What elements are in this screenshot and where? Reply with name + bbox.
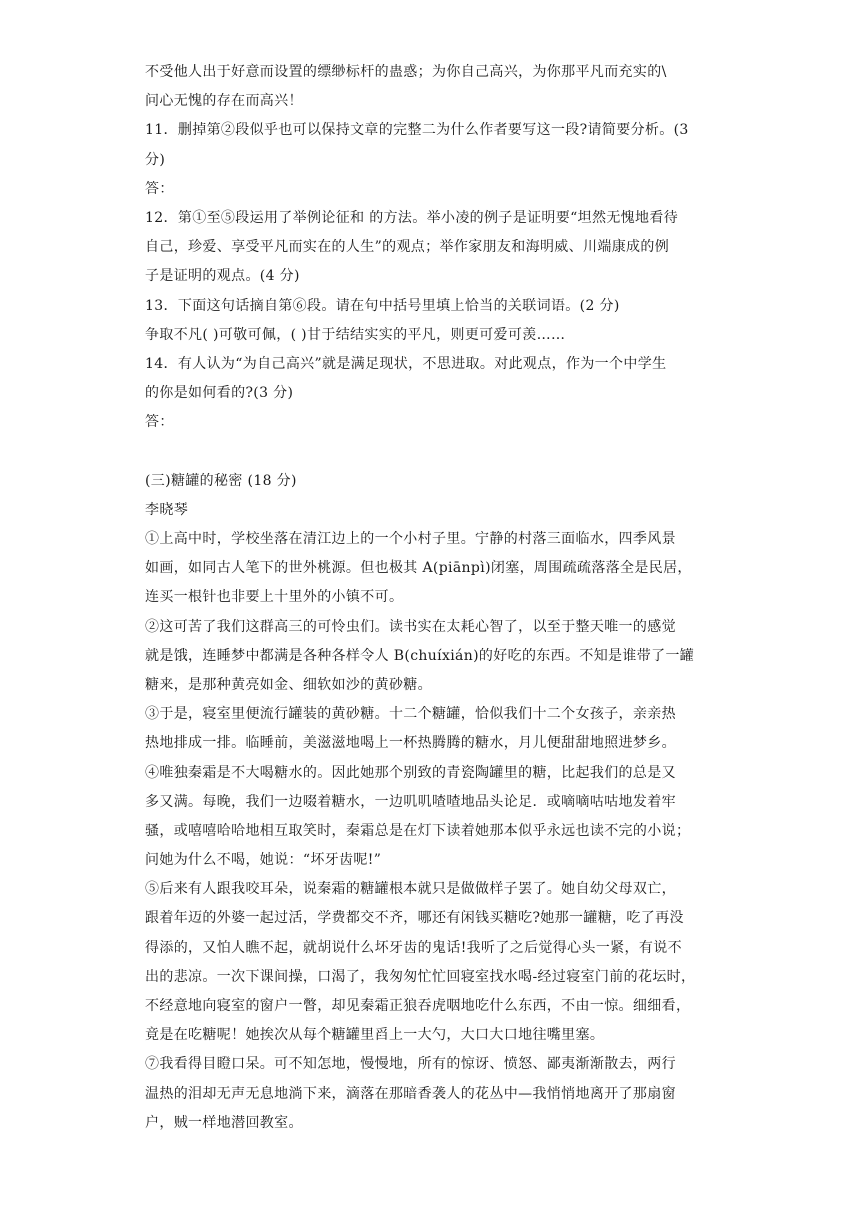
paragraph-line: ⑦我看得目瞪口呆。可不知怎地，慢慢地，所有的惊讶、愤怒、鄙夷渐渐散去，两行 bbox=[145, 1056, 676, 1073]
blank-line bbox=[145, 437, 725, 466]
passage-text-line: 不受他人出于好意而设置的缥缈标杆的蛊惑；为你自己高兴，为你那平凡而充实的\ bbox=[145, 64, 667, 80]
paragraph-line: 连买一根针也非要上十里外的小镇不可。 bbox=[145, 589, 404, 606]
paragraph-line: 糖来，是那种黄亮如金、细软如沙的黄砂糖。 bbox=[145, 676, 432, 693]
paragraph-line: 温热的泪却无声无息地淌下来，滴落在那暗香袭人的花丛中—我悄悄地离开了那扇窗 bbox=[145, 1085, 676, 1102]
document-page bbox=[145, 58, 725, 1138]
question-12-cont: 子是证明的观点。(4 分) bbox=[145, 268, 300, 285]
paragraph-line: 户，贼一样地潜回教室。 bbox=[145, 1114, 303, 1131]
question-14: 14．有人认为“为自己高兴”就是满足现状，不思进取。对此观点，作为一个中学生 bbox=[145, 355, 667, 372]
paragraph-line: 问她为什么不喝，她说：“坏牙齿呢!” bbox=[145, 852, 382, 869]
question-13-sentence: 争取不凡( )可敬可佩，( )甘于结结实实的平凡，则更可爱可羡…… bbox=[145, 326, 566, 343]
question-13: 13．下面这句话摘自第⑥段。请在句中括号里填上恰当的关联词语。(2 分) bbox=[145, 297, 620, 314]
question-12-cont: 自己，珍爱、享受平凡而实在的人生”的观点；举作家朋友和海明威、川端康成的例 bbox=[145, 239, 670, 256]
paragraph-line: ⑤后来有人跟我咬耳朵，说秦霜的糖罐根本就只是做做样子罢了。她自幼父母双亡， bbox=[145, 881, 676, 898]
paragraph-line: 多又满。每晚，我们一边啜着糖水，一边叽叽喳喳地品头论足．或嘀嘀咕咕地发着牢 bbox=[145, 793, 676, 810]
answer-label: 答： bbox=[145, 414, 174, 431]
paragraph-line: ②这可苦了我们这群高三的可怜虫们。读书实在太耗心智了，以至于整天唯一的感觉 bbox=[145, 618, 676, 635]
paragraph-line: 不经意地向寝室的窗户一瞥，却见秦霜正狼吞虎咽地吃什么东西，不由一惊。细细看， bbox=[145, 998, 691, 1014]
paragraph-line: 竟是在吃糖呢！她挨次从每个糖罐里舀上一大勺，大口大口地往嘴里塞。 bbox=[145, 1027, 605, 1044]
question-12: 12．第①至⑤段运用了举例论征和 的方法。举小凌的例子是证明要“坦然无愧地看待 bbox=[145, 209, 679, 226]
paragraph-line: 热地排成一排。临睡前，美滋滋地喝上一杯热腾腾的糖水，月儿便甜甜地照进梦乡。 bbox=[145, 735, 676, 752]
paragraph-line: ③于是，寝室里便流行罐装的黄砂糖。十二个糖罐，恰似我们十二个女孩子，亲亲热 bbox=[145, 706, 676, 723]
question-14-cont: 的你是如何看的?(3 分) bbox=[145, 385, 294, 402]
paragraph-line: ④唯独秦霜是不大喝糖水的。因此她那个别致的青瓷陶罐里的糖，比起我们的总是又 bbox=[145, 764, 676, 781]
question-11-points: 分) bbox=[145, 151, 166, 168]
paragraph-line: 得添的，又怕人瞧不起，就胡说什么坏牙齿的鬼话!我听了之后觉得心头一紧，有说不 bbox=[145, 939, 682, 956]
paragraph-line: 出的悲凉。一次下课间操，口渴了，我匆匆忙忙回寝室找水喝-经过寝室门前的花坛时， bbox=[145, 968, 696, 985]
paragraph-line: 骚，或嘻嘻哈哈地相互取笑时，秦霜总是在灯下读着她那本似乎永远也读不完的小说； bbox=[145, 822, 691, 839]
paragraph-line: 如画，如同古人笔下的世外桃源。但也极其 A(piānpì)闭塞，周围疏疏落落全是民居， bbox=[145, 560, 692, 577]
paragraph-line: 跟着年迈的外婆一起过活，学费都交不齐，哪还有闲钱买糖吃?她那一罐糖，吃了再没 bbox=[145, 910, 684, 927]
author-name: 李晓琴 bbox=[145, 501, 189, 518]
section-heading: (三)糖罐的秘密 (18 分) bbox=[145, 472, 297, 489]
paragraph-line: ①上高中时，学校坐落在清江边上的一个小村子里。宁静的村落三面临水，四季风景 bbox=[145, 531, 676, 547]
passage-text-line: 问心无愧的存在而高兴！ bbox=[145, 93, 303, 110]
paragraph-line: 就是饿，连睡梦中都满是各种各样令人 B(chuíxián)的好吃的东西。不知是谁带了一罐 bbox=[145, 647, 695, 664]
answer-label: 答： bbox=[145, 180, 174, 197]
question-11: 11．删掉第②段似乎也可以保持文章的完整二为什么作者要写这一段?请简要分析。(3 bbox=[145, 122, 689, 139]
